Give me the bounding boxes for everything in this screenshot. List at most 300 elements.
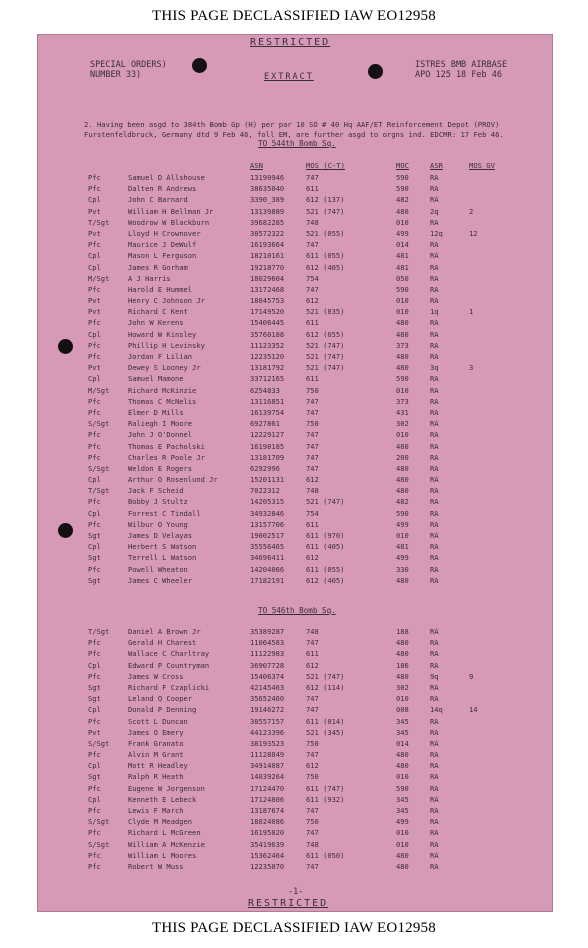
roster-row [38,497,552,508]
row-asn: 16139754 [250,407,285,417]
row-grade: S/Sgt [88,419,110,429]
row-mos: 612 (405) [306,575,345,585]
row-mos: 747 [306,828,319,838]
row-asr: RA [430,817,439,827]
row-mos: 611 [306,184,319,194]
roster-row [38,694,552,705]
roster-row [38,296,552,307]
row-moc: 008 [396,705,409,715]
apo-and-date: APO 125 18 Feb 46 [415,70,502,80]
row-name: Terrell L Watson [128,553,197,563]
row-asr: 12q [430,228,443,238]
roster-row [38,739,552,750]
row-asn: 14039264 [250,772,285,782]
row-asn: 12235070 [250,861,285,871]
row-asn: 36907728 [250,660,285,670]
row-asn: 18210161 [250,251,285,261]
order-number: NUMBER 33) [90,70,142,80]
row-mos: 747 [306,463,319,473]
row-asr: RA [430,716,439,726]
row-mos: 521 (055) [306,228,345,238]
section-title-546th: TO 546th Bomb Sq. [258,606,336,615]
row-moc: 302 [396,682,409,692]
row-grade: Cpl [88,794,101,804]
row-asr: RA [430,184,439,194]
row-moc: 480 [396,861,409,871]
row-mos: 750 [306,419,319,429]
roster-row [38,661,552,672]
row-asr: RA [430,217,439,227]
row-mos: 612 [306,553,319,563]
row-asn: 12229127 [250,430,285,440]
row-name: Mason L Ferguson [128,251,197,261]
row-grade: Pfc [88,649,101,659]
row-name: Arthur O Rosenlund Jr [128,475,218,485]
row-asr: RA [430,531,439,540]
row-mos: 747 [306,452,319,462]
row-name: Herbert S Watson [128,542,197,552]
row-moc: 010 [396,385,409,395]
row-asn: 13190946 [250,173,285,182]
row-asn: 33712165 [250,374,285,384]
row-grade: Pvt [88,727,101,737]
row-asn: 3390_389 [250,195,285,205]
row-asr: RA [430,475,439,485]
row-mos: 754 [306,273,319,283]
row-moc: 499 [396,553,409,563]
row-asn: 14205315 [250,497,285,507]
row-moc: 482 [396,497,409,507]
declassified-banner-top: THIS PAGE DECLASSIFIED IAW EO12958 [152,8,436,24]
row-asr: RA [430,340,439,350]
roster-row [38,531,552,542]
row-mos: 750 [306,738,319,748]
row-grade: Cpl [88,251,101,261]
row-mos: 521 (747) [306,671,345,681]
row-name: Kenneth E Lebeck [128,794,197,804]
row-asr: RA [430,850,439,860]
row-name: Richard L McGreen [128,828,201,838]
roster-row [38,229,552,240]
row-grade: Sgt [88,682,101,692]
row-asr: RA [430,195,439,205]
special-orders-label: SPECIAL ORDERS) [90,60,167,70]
row-asr: RA [430,638,439,648]
row-mos: 747 [306,705,319,715]
row-asn: 35652460 [250,694,285,704]
roster-row [38,576,552,587]
roster-row [38,772,552,783]
row-grade: Pfc [88,519,101,529]
row-mos: 612 [306,761,319,771]
row-mos-gv: 2 [469,206,474,216]
row-moc: 480 [396,638,409,648]
column-header-mos-gv: MOS GV [469,161,495,170]
row-name: James W Cross [128,671,184,681]
row-mos: 747 [306,430,319,440]
row-mos: 748 [306,627,319,636]
row-asr: RA [430,262,439,272]
roster-row [38,442,552,453]
row-moc: 480 [396,206,409,216]
row-name: Donald P Denning [128,705,197,715]
roster-row [38,851,552,862]
roster-row [38,553,552,564]
row-moc: 010 [396,531,409,540]
roster-row [38,750,552,761]
row-grade: Sgt [88,694,101,704]
row-moc: 480 [396,463,409,473]
row-moc: 481 [396,542,409,552]
row-moc: 480 [396,575,409,585]
row-asn: 35389287 [250,627,285,636]
row-moc: 010 [396,772,409,782]
row-moc: 345 [396,794,409,804]
row-name: James R Gorham [128,262,188,272]
row-mos: 611 (055) [306,564,345,574]
row-grade: Cpl [88,475,101,485]
row-mos: 612 (137) [306,195,345,205]
column-header-asn: ASN [250,161,263,170]
roster-row [38,464,552,475]
roster-row [38,285,552,296]
row-asr: RA [430,352,439,361]
row-name: Lloyd H Crownover [128,228,201,238]
row-name: Clyde M Meadgen [128,817,193,827]
roster-row [38,218,552,229]
row-moc: 480 [396,671,409,681]
row-asr: RA [430,828,439,838]
row-name: Wilbur O Young [128,519,188,529]
row-asn: 11128849 [250,750,285,760]
row-asr: RA [430,542,439,552]
row-moc: 345 [396,716,409,726]
row-asr: RA [430,407,439,417]
roster-row [38,352,552,363]
row-name: Charles R Poole Jr [128,452,205,462]
row-mos-gv: 12 [469,228,478,238]
row-grade: Pfc [88,716,101,726]
row-mos: 748 [306,486,319,496]
roster-row [38,840,552,851]
row-mos: 747 [306,861,319,871]
row-moc: 010 [396,839,409,849]
row-grade: Cpl [88,262,101,272]
row-mos: 611 (050) [306,850,345,860]
row-moc: 499 [396,817,409,827]
row-mos: 521 (747) [306,363,345,373]
row-grade: Pfc [88,240,101,250]
row-asn: 18029604 [250,273,285,283]
row-mos: 750 [306,385,319,395]
row-asn: 15406374 [250,671,285,681]
roster-row [38,195,552,206]
row-name: Raliegh I Moore [128,419,193,429]
roster-row [38,486,552,497]
row-asn: 34696411 [250,553,285,563]
column-header-moc: MOC [396,161,409,170]
row-mos-gv: 3 [469,363,474,373]
roster-row [38,318,552,329]
row-name: Gerald H Charest [128,638,197,648]
roster-row [38,784,552,795]
row-moc: 590 [396,508,409,518]
row-asr: RA [430,419,439,429]
document-page [37,34,553,912]
roster-row [38,717,552,728]
row-moc: 480 [396,352,409,361]
row-moc: 050 [396,273,409,283]
row-asn: 35556465 [250,542,285,552]
row-name: Harold E Hummel [128,284,193,294]
roster-row [38,363,552,374]
row-name: Frank Granato [128,738,184,748]
row-asr: RA [430,430,439,440]
row-asr: RA [430,694,439,704]
roster-row [38,173,552,184]
row-mos: 748 [306,839,319,849]
roster-row [38,795,552,806]
column-header-mos: MOS (C-T) [306,161,345,170]
row-asn: 38557157 [250,716,285,726]
row-name: Lewis F March [128,806,184,815]
row-asr: RA [430,564,439,574]
row-grade: T/Sgt [88,486,110,496]
roster-row [38,705,552,716]
row-mos: 747 [306,638,319,648]
row-mos: 611 [306,649,319,659]
row-mos: 611 [306,318,319,328]
row-grade: Pfc [88,497,101,507]
column-header-asr: ASR [430,161,443,170]
row-name: Woodrow W Blackburn [128,217,210,227]
row-moc: 480 [396,363,409,373]
row-asn: 11122983 [250,649,285,659]
row-asr: RA [430,396,439,406]
row-asr: RA [430,660,439,670]
row-asr: RA [430,553,439,563]
row-grade: T/Sgt [88,217,110,227]
roster-row [38,649,552,660]
declassified-banner-bottom: THIS PAGE DECLASSIFIED IAW EO12958 [152,920,436,936]
row-mos: 747 [306,240,319,250]
row-moc: 330 [396,564,409,574]
row-name: Dewey S Looney Jr [128,363,201,373]
row-asn: 13157706 [250,519,285,529]
row-name: Scott L Duncan [128,716,188,726]
row-moc: 482 [396,195,409,205]
roster-row [38,761,552,772]
row-moc: 480 [396,850,409,860]
row-asn: 6254833 [250,385,280,395]
row-mos: 611 [306,374,319,384]
row-name: Thomas C McNelis [128,396,197,406]
restricted-marking-bottom: RESTRICTED [248,898,329,909]
row-grade: S/Sgt [88,817,110,827]
row-grade: Pfc [88,806,101,815]
row-moc: 010 [396,694,409,704]
roster-row [38,683,552,694]
row-asn: 17124806 [250,794,285,804]
row-name: Phillip H Levinsky [128,340,205,350]
row-asn: 14204066 [250,564,285,574]
row-name: Alvin M Grant [128,750,184,760]
row-asn: 16198185 [250,441,285,451]
row-asr: RA [430,240,439,250]
row-name: James C Wheeler [128,575,193,585]
row-moc: 014 [396,738,409,748]
row-name: Eugene W Jorgenson [128,783,205,793]
row-moc: 345 [396,806,409,815]
row-moc: 590 [396,184,409,194]
row-name: Dalten R Andrews [128,184,197,194]
row-asr: 3q [430,363,439,373]
row-moc: 302 [396,419,409,429]
roster-row [38,728,552,739]
row-asn: 15362464 [250,850,285,860]
row-name: Powell Wheaton [128,564,188,574]
row-asr: RA [430,839,439,849]
row-grade: Pfc [88,861,101,871]
row-mos: 612 (405) [306,262,345,272]
row-asn: 12235120 [250,352,285,361]
row-asn: 13116851 [250,396,285,406]
row-moc: 200 [396,452,409,462]
row-asr: RA [430,173,439,182]
row-grade: Cpl [88,195,101,205]
roster-row [38,542,552,553]
page-number: -1- [288,887,304,897]
row-grade: Pfc [88,352,101,361]
row-moc: 590 [396,374,409,384]
roster-row [38,263,552,274]
row-name: Howard W Kinsley [128,329,197,339]
roster-row [38,408,552,419]
row-asn: 17124470 [250,783,285,793]
row-asn: 13187674 [250,806,285,815]
roster-row [38,307,552,318]
row-mos: 611 [306,519,319,529]
row-name: John W Kerens [128,318,184,328]
punch-hole [368,64,383,79]
row-moc: 499 [396,228,409,238]
row-asr: RA [430,508,439,518]
row-asn: 39682285 [250,217,285,227]
row-grade: Pfc [88,441,101,451]
row-name: Jordan F Lilian [128,352,193,361]
roster-row [38,565,552,576]
row-name: Maurice J DeWulf [128,240,197,250]
row-asn: 38572322 [250,228,285,238]
row-asn: 6927861 [250,419,280,429]
row-name: Robert W Muss [128,861,184,871]
row-grade: Pfc [88,173,101,182]
row-mos: 747 [306,750,319,760]
row-moc: 373 [396,396,409,406]
row-name: William L Moores [128,850,197,860]
row-mos: 747 [306,806,319,815]
row-grade: Pvt [88,206,101,216]
row-asn: 34914087 [250,761,285,771]
roster-row [38,627,552,638]
roster-row [38,374,552,385]
row-grade: Cpl [88,329,101,339]
row-grade: Pfc [88,340,101,350]
row-name: Weldon E Rogers [128,463,193,473]
roster-row [38,207,552,218]
row-grade: Sgt [88,772,101,782]
row-mos: 612 (114) [306,682,345,692]
row-mos-gv: 14 [469,705,478,715]
row-mos: 612 [306,296,319,306]
row-grade: S/Sgt [88,738,110,748]
row-grade: Cpl [88,761,101,771]
row-moc: 480 [396,441,409,451]
row-moc: 010 [396,296,409,306]
row-moc: 010 [396,217,409,227]
row-moc: 480 [396,486,409,496]
row-mos: 611 (932) [306,794,345,804]
row-asn: 42145463 [250,682,285,692]
roster-row [38,509,552,520]
row-mos: 750 [306,772,319,782]
row-moc: 010 [396,828,409,838]
row-asr: RA [430,284,439,294]
roster-row [38,475,552,486]
row-asn: 15201131 [250,475,285,485]
row-moc: 481 [396,262,409,272]
punch-hole [192,58,207,73]
row-grade: T/Sgt [88,627,110,636]
row-grade: Pfc [88,828,101,838]
roster-row [38,386,552,397]
roster-row [38,862,552,873]
row-moc: 590 [396,173,409,182]
roster-row [38,520,552,531]
row-asn: 17182191 [250,575,285,585]
row-asn: 38635040 [250,184,285,194]
row-asr: RA [430,738,439,748]
extract-heading: EXTRACT [264,72,314,82]
row-asn: 19002517 [250,531,285,540]
row-grade: Pfc [88,284,101,294]
row-asr: RA [430,463,439,473]
row-grade: Cpl [88,374,101,384]
row-name: Leland Q Cooper [128,694,193,704]
row-asn: 35760188 [250,329,285,339]
row-name: Wallace C Charltray [128,649,210,659]
row-asn: 13181792 [250,363,285,373]
roster-row [38,453,552,464]
row-asr: RA [430,750,439,760]
row-moc: 010 [396,307,409,317]
row-asn: 7022312 [250,486,280,496]
roster-544th [38,173,552,587]
row-mos: 747 [306,407,319,417]
row-asr: RA [430,727,439,737]
row-name: Daniel A Brown Jr [128,627,201,636]
row-asn: 34932846 [250,508,285,518]
row-grade: Pfc [88,638,101,648]
row-mos-gv: 1 [469,307,474,317]
roster-row [38,806,552,817]
row-mos: 747 [306,441,319,451]
row-asr: RA [430,385,439,395]
roster-row [38,419,552,430]
row-grade: Pvt [88,296,101,306]
row-asn: 35419639 [250,839,285,849]
row-mos: 611 (970) [306,531,345,540]
